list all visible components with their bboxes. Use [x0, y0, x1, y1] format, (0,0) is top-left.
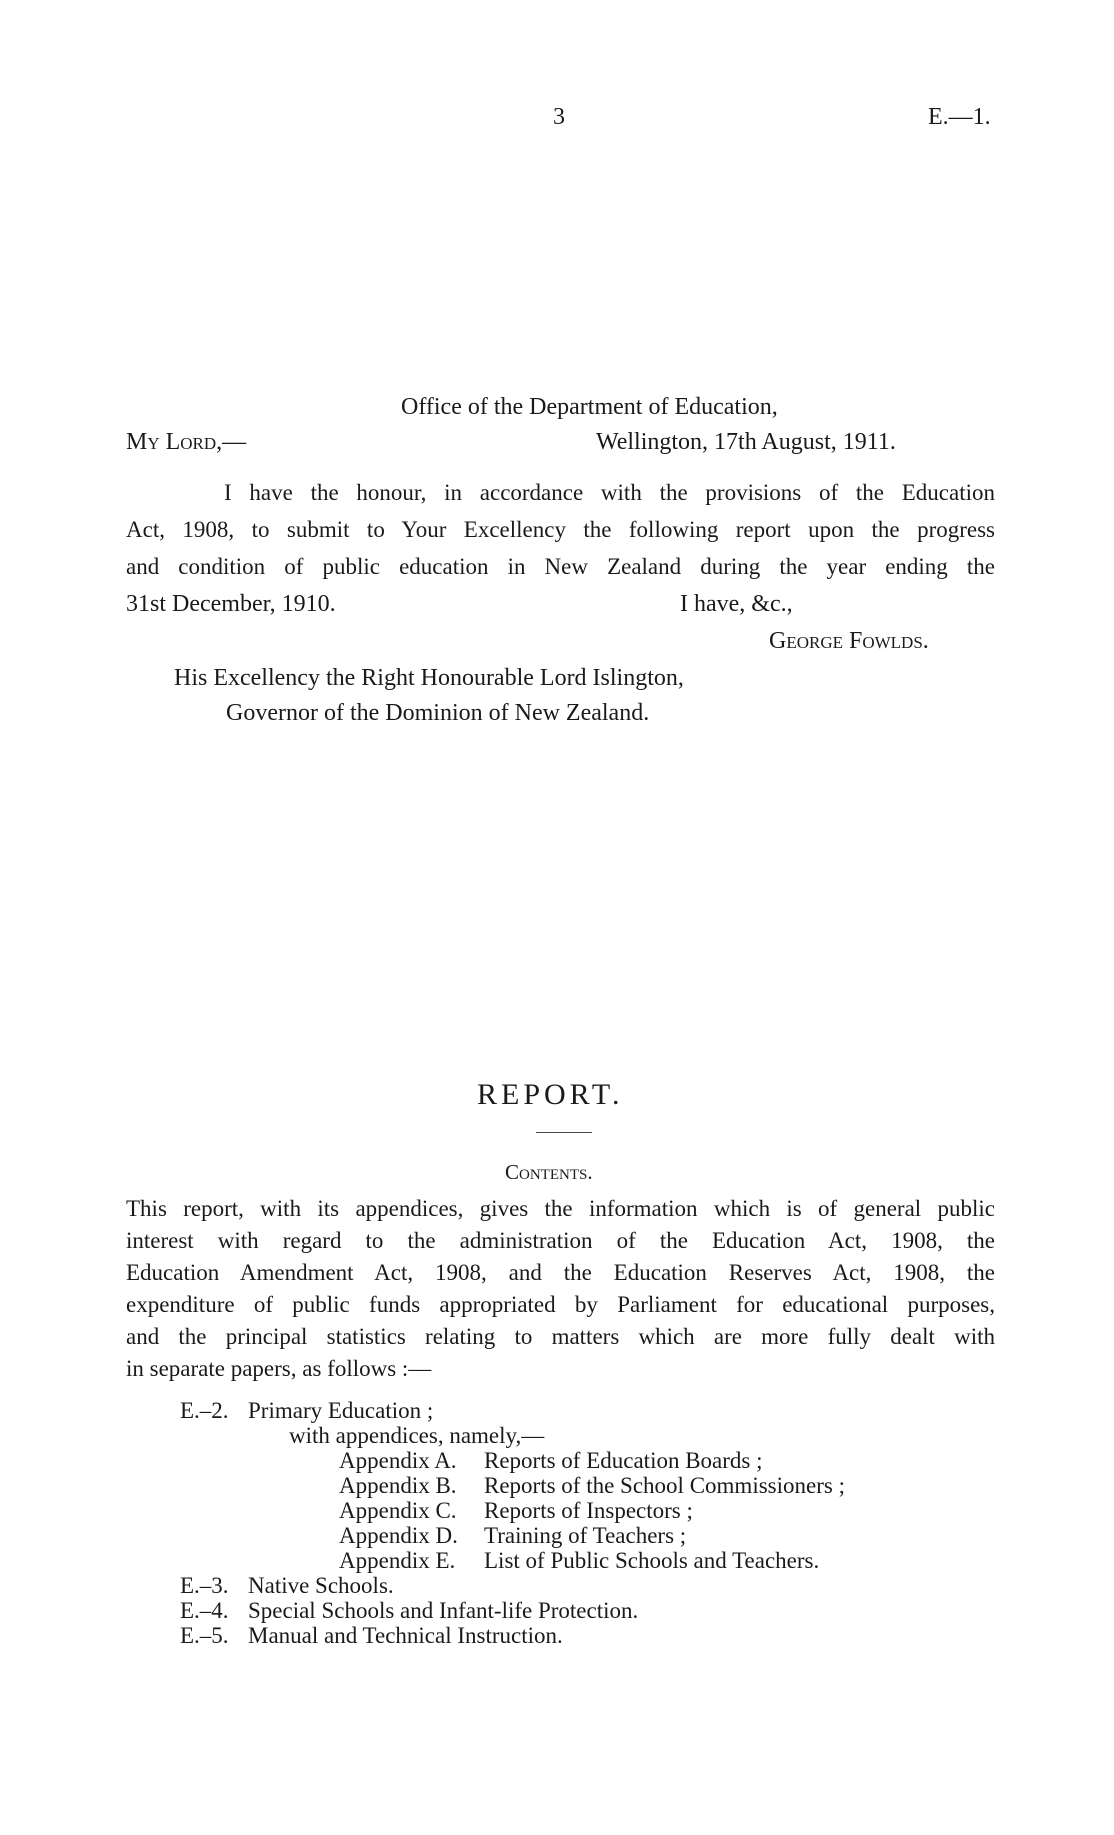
letter-body-line: 31st December, 1910. [126, 591, 336, 617]
contents-title: Manual and Technical Instruction. [248, 1623, 563, 1648]
intro-line: and the principal statistics relating to matters which are more fully dealt with [126, 1324, 995, 1349]
appendix-label: Appendix E. [339, 1548, 456, 1573]
appendix-title: Reports of the School Commissioners ; [484, 1473, 845, 1498]
document-reference: E.—1. [928, 104, 991, 130]
divider [536, 1132, 592, 1133]
intro-line: This report, with its appendices, gives the information which is of general public [126, 1196, 995, 1221]
salutation: My Lord,— [126, 429, 247, 455]
appendix-title: Reports of Education Boards ; [484, 1448, 763, 1473]
intro-line: interest with regard to the administration of the Education Act, 1908, the [126, 1228, 995, 1253]
intro-line: in separate papers, as follows :— [126, 1356, 432, 1381]
contents-title: Primary Education ; [248, 1398, 434, 1423]
intro-line: Education Amendment Act, 1908, and the Education Reserves Act, 1908, the [126, 1260, 995, 1285]
signature: George Fowlds. [769, 628, 929, 654]
letter-body-line: Act, 1908, to submit to Your Excellency the following report upon the progress [126, 517, 995, 542]
page-number: 3 [553, 104, 565, 130]
appendix-label: Appendix C. [339, 1498, 457, 1523]
closing: I have, &c., [680, 591, 793, 617]
appendix-label: Appendix D. [339, 1523, 458, 1548]
appendix-title: List of Public Schools and Teachers. [484, 1548, 820, 1573]
appendix-label: Appendix A. [339, 1448, 457, 1473]
place-date: Wellington, 17th August, 1911. [596, 429, 896, 455]
intro-line: expenditure of public funds appropriated by Parliament for educational purposes, [126, 1292, 995, 1317]
office-line: Office of the Department of Education, [401, 394, 778, 420]
contents-code: E.–2. [180, 1398, 229, 1423]
contents-title: Special Schools and Infant-life Protection. [248, 1598, 639, 1623]
letter-body-line: and condition of public education in New Zealand during the year ending the [126, 554, 995, 579]
contents-subhead: with appendices, namely,— [289, 1423, 545, 1448]
letter-body-line: I have the honour, in accordance with the provisions of the Education [224, 480, 995, 505]
appendix-label: Appendix B. [339, 1473, 457, 1498]
contents-heading: Contents. [505, 1160, 593, 1184]
contents-title: Native Schools. [248, 1573, 394, 1598]
report-title: REPORT. [477, 1078, 624, 1111]
appendix-title: Reports of Inspectors ; [484, 1498, 693, 1523]
addressee-line: His Excellency the Right Honourable Lord Islington, [174, 665, 684, 691]
appendix-title: Training of Teachers ; [484, 1523, 687, 1548]
contents-code: E.–5. [180, 1623, 229, 1648]
contents-code: E.–3. [180, 1573, 229, 1598]
contents-code: E.–4. [180, 1598, 229, 1623]
addressee-line: Governor of the Dominion of New Zealand. [226, 700, 650, 726]
